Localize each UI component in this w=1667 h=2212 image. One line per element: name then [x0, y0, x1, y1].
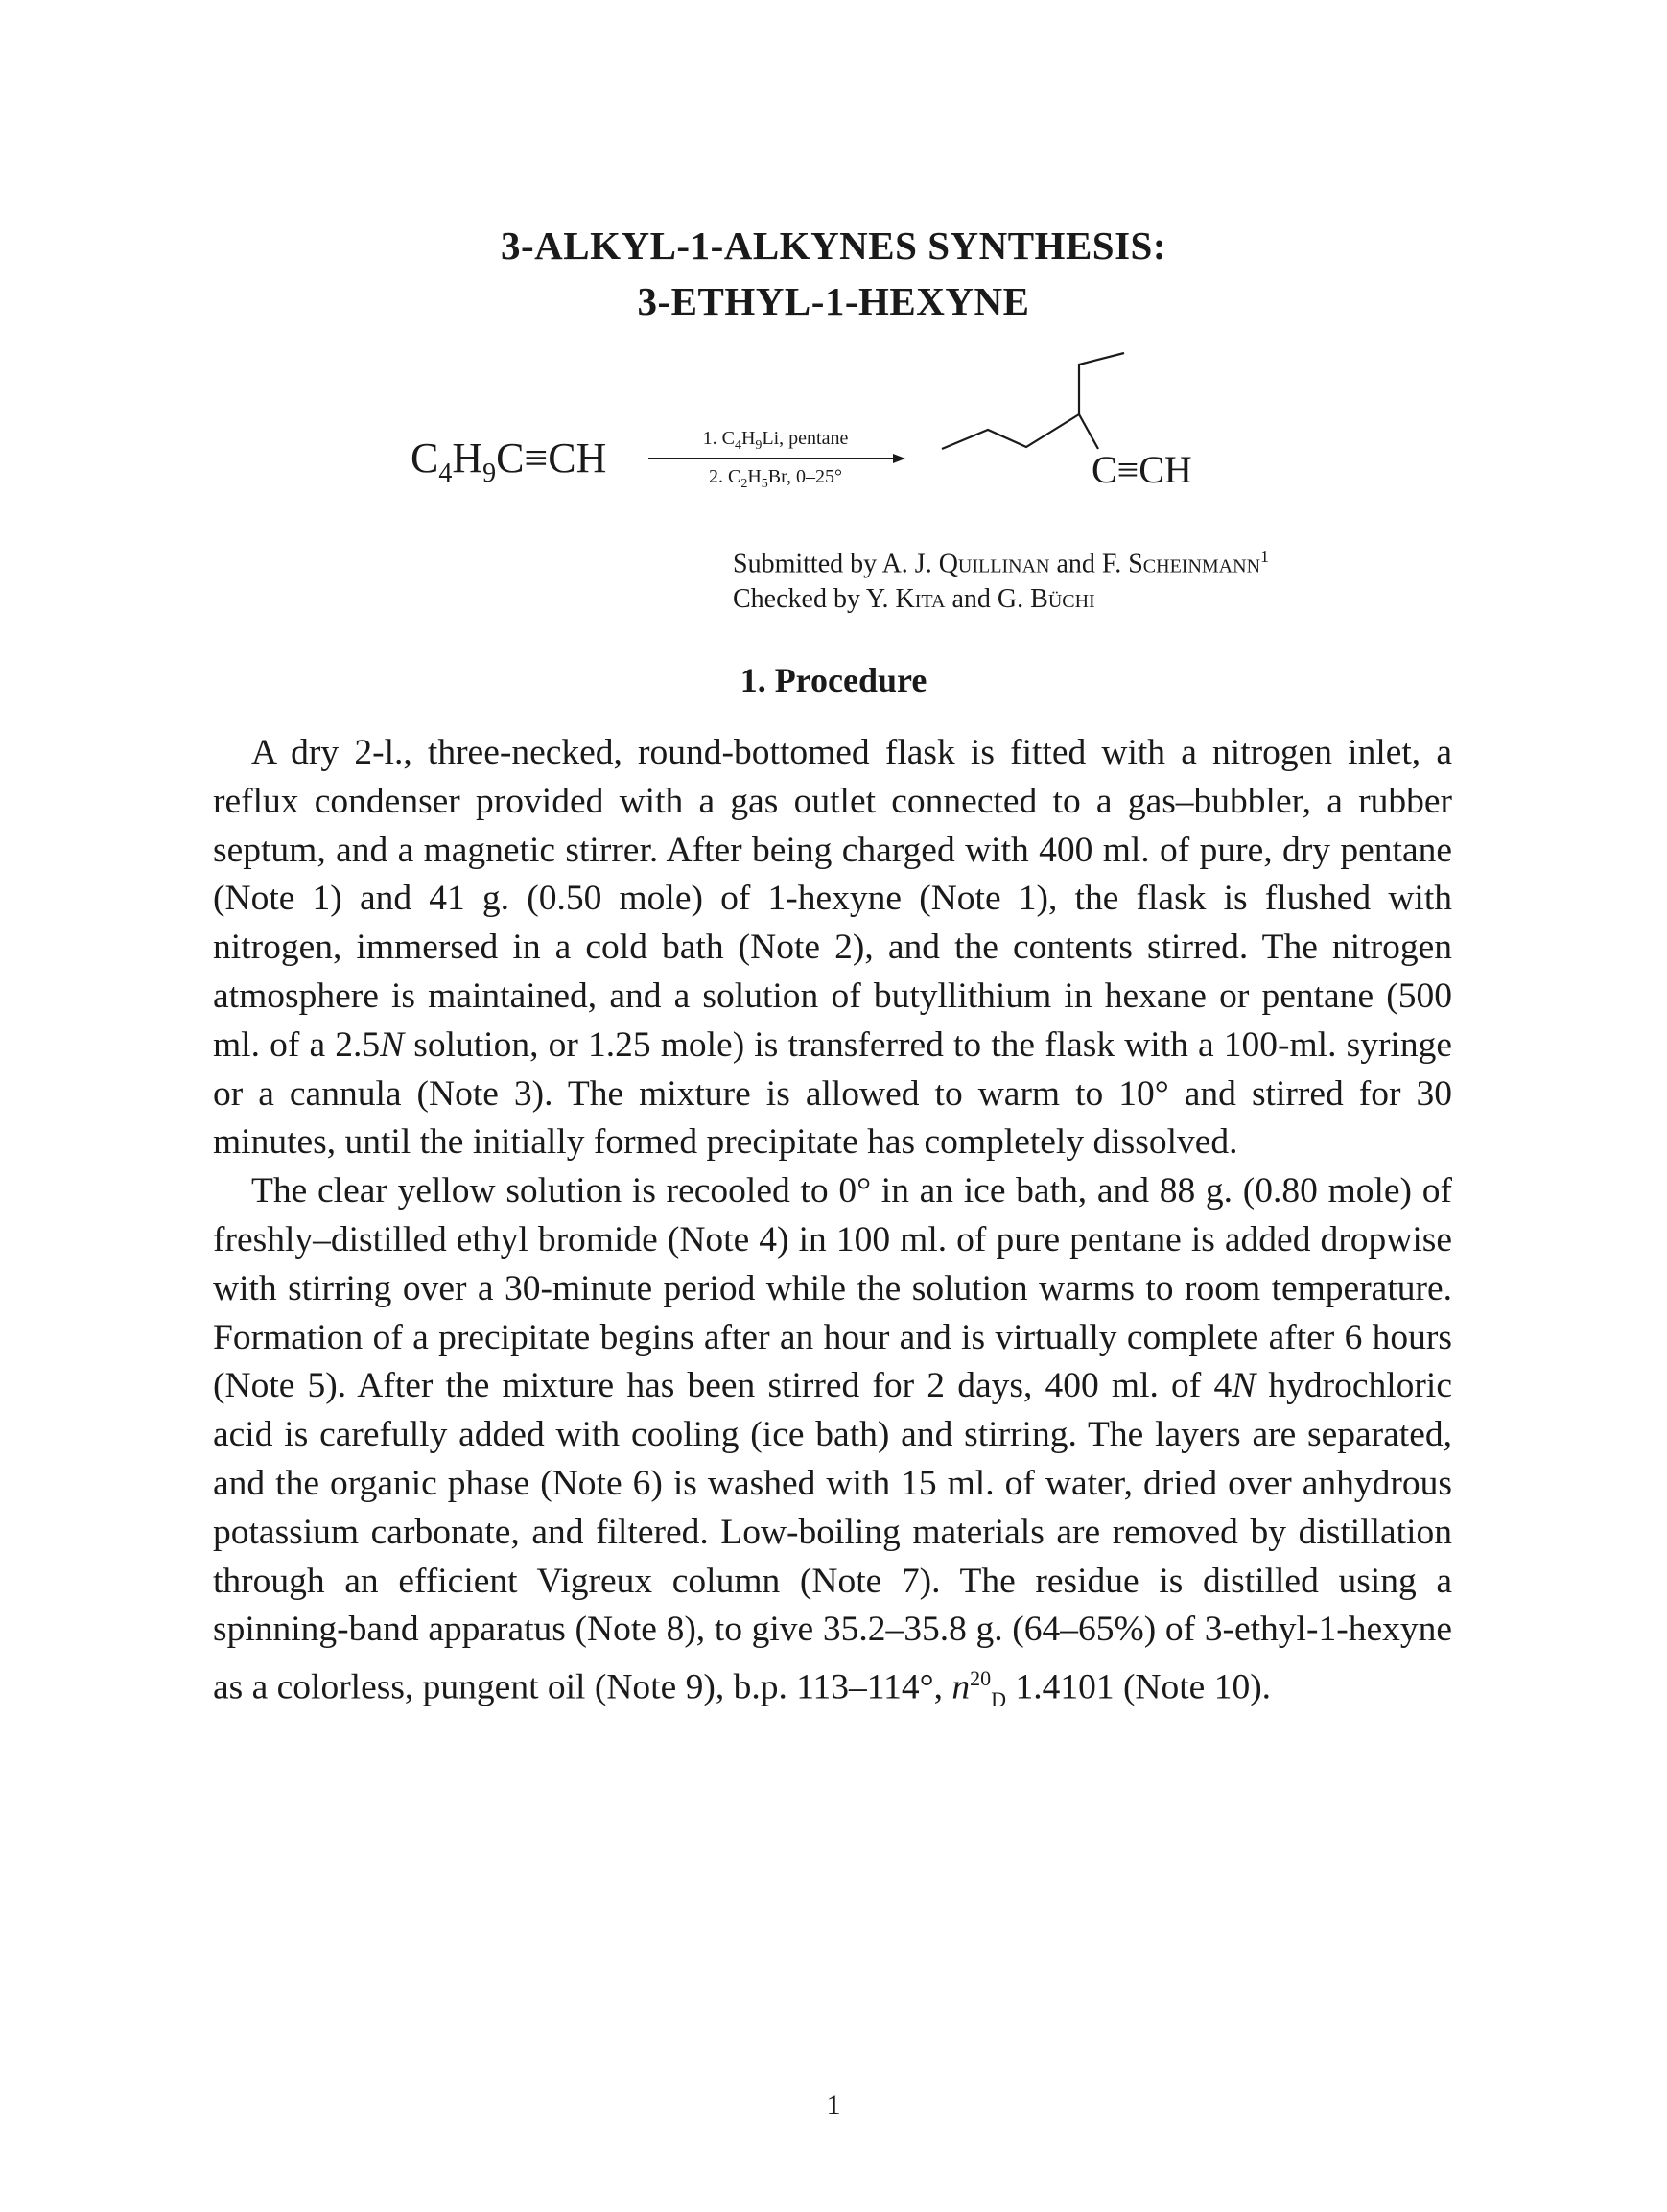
page-title-line2: 3-ETHYL-1-HEXYNE [637, 279, 1030, 323]
product-skeletal-structure-icon [940, 345, 1132, 460]
submitted-by-line: Submitted by A. J. Quillinan and F. Scheinmann$^1$ [733, 547, 1270, 579]
product-alkyne-label: C≡CH [1092, 448, 1192, 491]
paragraph-2: The clear yellow solution is recooled to 0° in an ice bath, and 88 g. (0.80 mole) of freshly–distilled ethyl bromide (Note 4) in 100 ml. of pure pentane is added dropwise with stirring over a 30-minute period while the solution warms to room temperature. Formation of a precipitate begins after an hour and is virtually complete after 6 hours (Note 5). After the mixture has been stirred for 2 days, 400 ml. of 4N hydrochloric acid is carefully added with cooling (ice bath) and stirring. The layers are separated, and the organic phase (Note 6) is washed with 15 ml. of water, dried over anhydrous potassium carbonate, and filtered. Low-boiling materials are removed by distillation through an efficient Vigreux column (Note 7). The residue is distilled using a spinning-band apparatus (Note 8), to give 35.2–35.8 g. (64–65%) of 3-ethyl-1-hexyne as a colorless, pungent oil (Note 9), b.p. 113–114°, $n^{20}_D$ 1.4101 (Note 10). [213, 1171, 1452, 1712]
checked-by-line: Checked by Y. Kita and G. Büchi [733, 584, 1095, 615]
reaction-scheme [0, 345, 1667, 518]
procedure-body [213, 729, 1452, 1725]
paragraph-1: A dry 2-l., three-necked, round-bottomed flask is fitted with a nitrogen inlet, a reflux condenser provided with a gas outlet connected to a gas–bubbler, a rubber septum, and a magnetic stirrer. After being charged with 400 ml. of pure, dry pentane (Note 1) and 41 g. (0.50 mole) of 1-hexyne (Note 1), the flask is flushed with nitrogen, immersed in a cold bath (Note 2), and the contents stirred. The nitrogen atmosphere is maintained, and a solution of butyllithium in hexane or pentane (500 ml. of a 2.5N solution, or 1.25 mole) is transferred to the flask with a 100-ml. syringe or a cannula (Note 3). The mixture is allowed to warm to 10° and stirred for 30 minutes, until the initially formed precipitate has completely dissolved. [213, 733, 1452, 1163]
reagent-step-2: 2. $C_2H_5Br$, 0–25° [709, 466, 842, 491]
section-heading: 1. Procedure [740, 661, 927, 699]
reagent-step-1: 1. $C_4H_9Li$, pentane [702, 428, 849, 453]
author-credits [733, 539, 1269, 617]
reactant-formula: $C_4H_9C\equiv CH$ [411, 435, 607, 488]
page-number: 1 [826, 2089, 841, 2121]
page-title-line1: 3-ALKYL-1-ALKYNES SYNTHESIS: [500, 224, 1167, 268]
reaction-arrow-icon [648, 451, 907, 466]
